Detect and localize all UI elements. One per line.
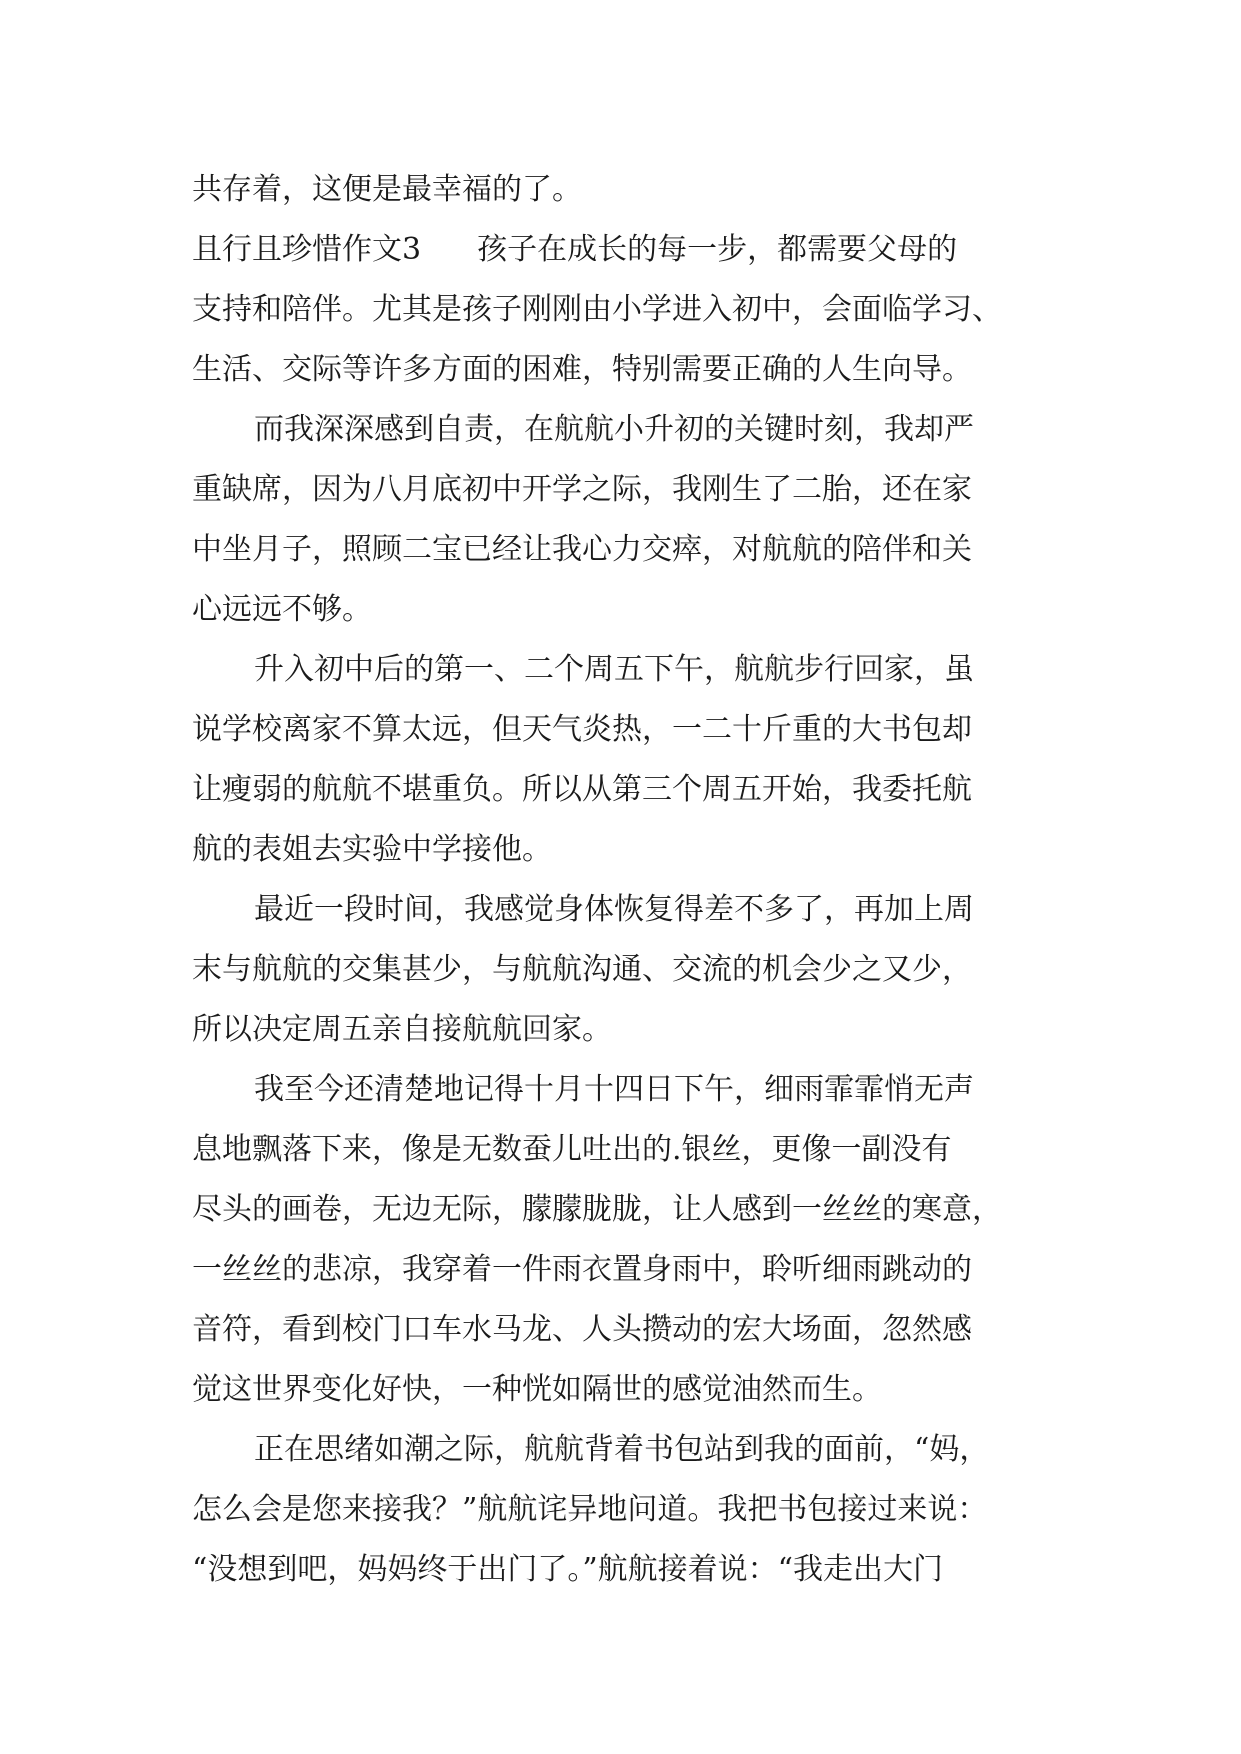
essay-body [192,160,1052,1600]
paragraph-first-line: 正在思绪如潮之际，航航背着书包站到我的面前，“妈， [254,1432,990,1467]
text-line: 说学校离家不算太远，但天气炎热，一二十斤重的大书包却 [192,712,972,747]
text-line: 心远远不够。 [192,592,372,627]
text-line: 觉这世界变化好快，一种恍如隔世的感觉油然而生。 [192,1372,882,1407]
paragraph-first-line: 最近一段时间，我感觉身体恢复得差不多了，再加上周 [254,892,974,927]
text-line: 共存着，这便是最幸福的了。 [192,172,582,207]
paragraph-first-line: 我至今还清楚地记得十月十四日下午，细雨霏霏悄无声 [254,1072,974,1107]
paragraph-first-line: 而我深深感到自责，在航航小升初的关键时刻，我却严 [254,412,974,447]
text-line: 让瘦弱的航航不堪重负。所以从第三个周五开始，我委托航 [192,772,972,807]
text-line: 航的表姐去实验中学接他。 [192,832,552,867]
text-line-segment: 孩子在成长的每一步，都需要父母的 [477,232,958,267]
text-line: 重缺席，因为八月底初中开学之际，我刚生了二胎，还在家 [192,472,972,507]
paragraph-first-line: 升入初中后的第一、二个周五下午，航航步行回家，虽 [254,652,974,687]
text-line: 支持和陪伴。尤其是孩子刚刚由小学进入初中，会面临学习、 [192,292,1002,327]
text-line: 中坐月子，照顾二宝已经让我心力交瘁，对航航的陪伴和关 [192,532,972,567]
text-line: 怎么会是您来接我？”航航诧异地问道。我把书包接过来说： [192,1492,988,1527]
text-line [192,220,1052,280]
text-line: 末与航航的交集甚少，与航航沟通、交流的机会少之又少， [192,952,972,987]
text-line: 一丝丝的悲凉，我穿着一件雨衣置身雨中，聆听细雨跳动的 [192,1252,972,1287]
text-line: 尽头的画卷，无边无际，朦朦胧胧，让人感到一丝丝的寒意， [192,1192,1002,1227]
text-line: 生活、交际等许多方面的困难，特别需要正确的人生向导。 [192,352,972,387]
text-line: “没想到吧，妈妈终于出门了。”航航接着说：“我走出大门 [192,1552,944,1587]
text-line: 音符，看到校门口车水马龙、人头攒动的宏大场面，忽然感 [192,1312,972,1347]
text-line: 所以决定周五亲自接航航回家。 [192,1012,612,1047]
essay-title: 且行且珍惜作文3 [192,232,422,267]
text-line: 息地飘落下来，像是无数蚕儿吐出的.银丝，更像一副没有 [192,1132,952,1167]
